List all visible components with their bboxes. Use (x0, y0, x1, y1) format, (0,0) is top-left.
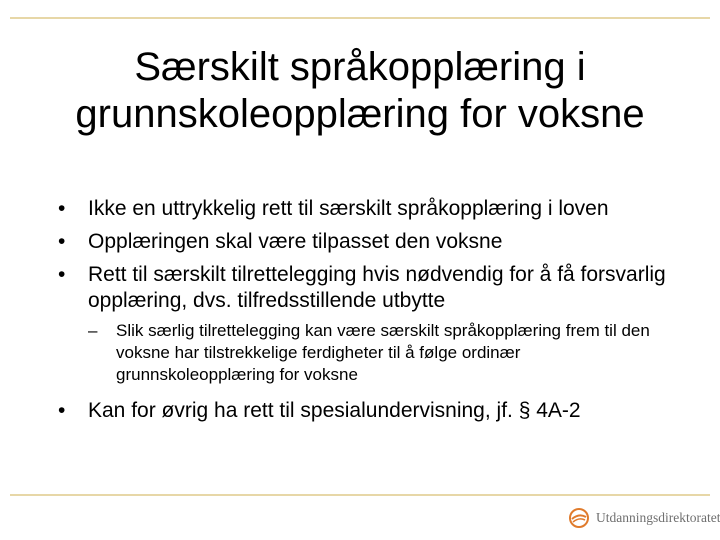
bottom-divider (10, 494, 710, 496)
slide-title (30, 44, 690, 138)
bullet-marker: • (58, 263, 66, 286)
bullet-text: Kan for øvrig ha rett til spesialundervisning, jf. § 4A-2 (88, 399, 581, 422)
utdanningsdirektoratet-logo-icon (568, 507, 590, 529)
bullet-text: Rett til særskilt tilrettelegging hvis nødvendig for å få forsvarlig opplæring, dvs. tilfredsstillende utbytte (88, 263, 666, 312)
bullet-marker: • (58, 399, 66, 422)
title-line-2: grunnskoleopplæring for voksne (75, 92, 645, 136)
sub-bullet-list (88, 320, 668, 386)
bullet-item (58, 262, 668, 386)
logo-text: Utdanningsdirektoratet (596, 510, 720, 525)
top-divider (10, 17, 710, 19)
footer-logo (568, 505, 720, 531)
sub-bullet-text: Slik særlig tilrettelegging kan være særskilt språkopplæring frem til den voksne har tilstrekkelige ferdigheter til å følge ordinær grunnskoleopplæring for voksne (116, 321, 650, 384)
bullet-list (58, 196, 668, 424)
bullet-marker: • (58, 197, 66, 220)
title-line-1: Særskilt språkopplæring i (134, 45, 586, 89)
bullet-marker: • (58, 230, 66, 253)
bullet-text: Opplæringen skal være tilpasset den voksne (88, 230, 503, 253)
sub-bullet-item (88, 320, 668, 386)
slide-body (58, 196, 668, 431)
dash-marker: – (88, 321, 98, 340)
bullet-text: Ikke en uttrykkelig rett til særskilt språkopplæring i loven (88, 197, 609, 220)
bullet-item (58, 398, 668, 424)
bullet-item (58, 196, 668, 222)
bullet-item (58, 229, 668, 255)
